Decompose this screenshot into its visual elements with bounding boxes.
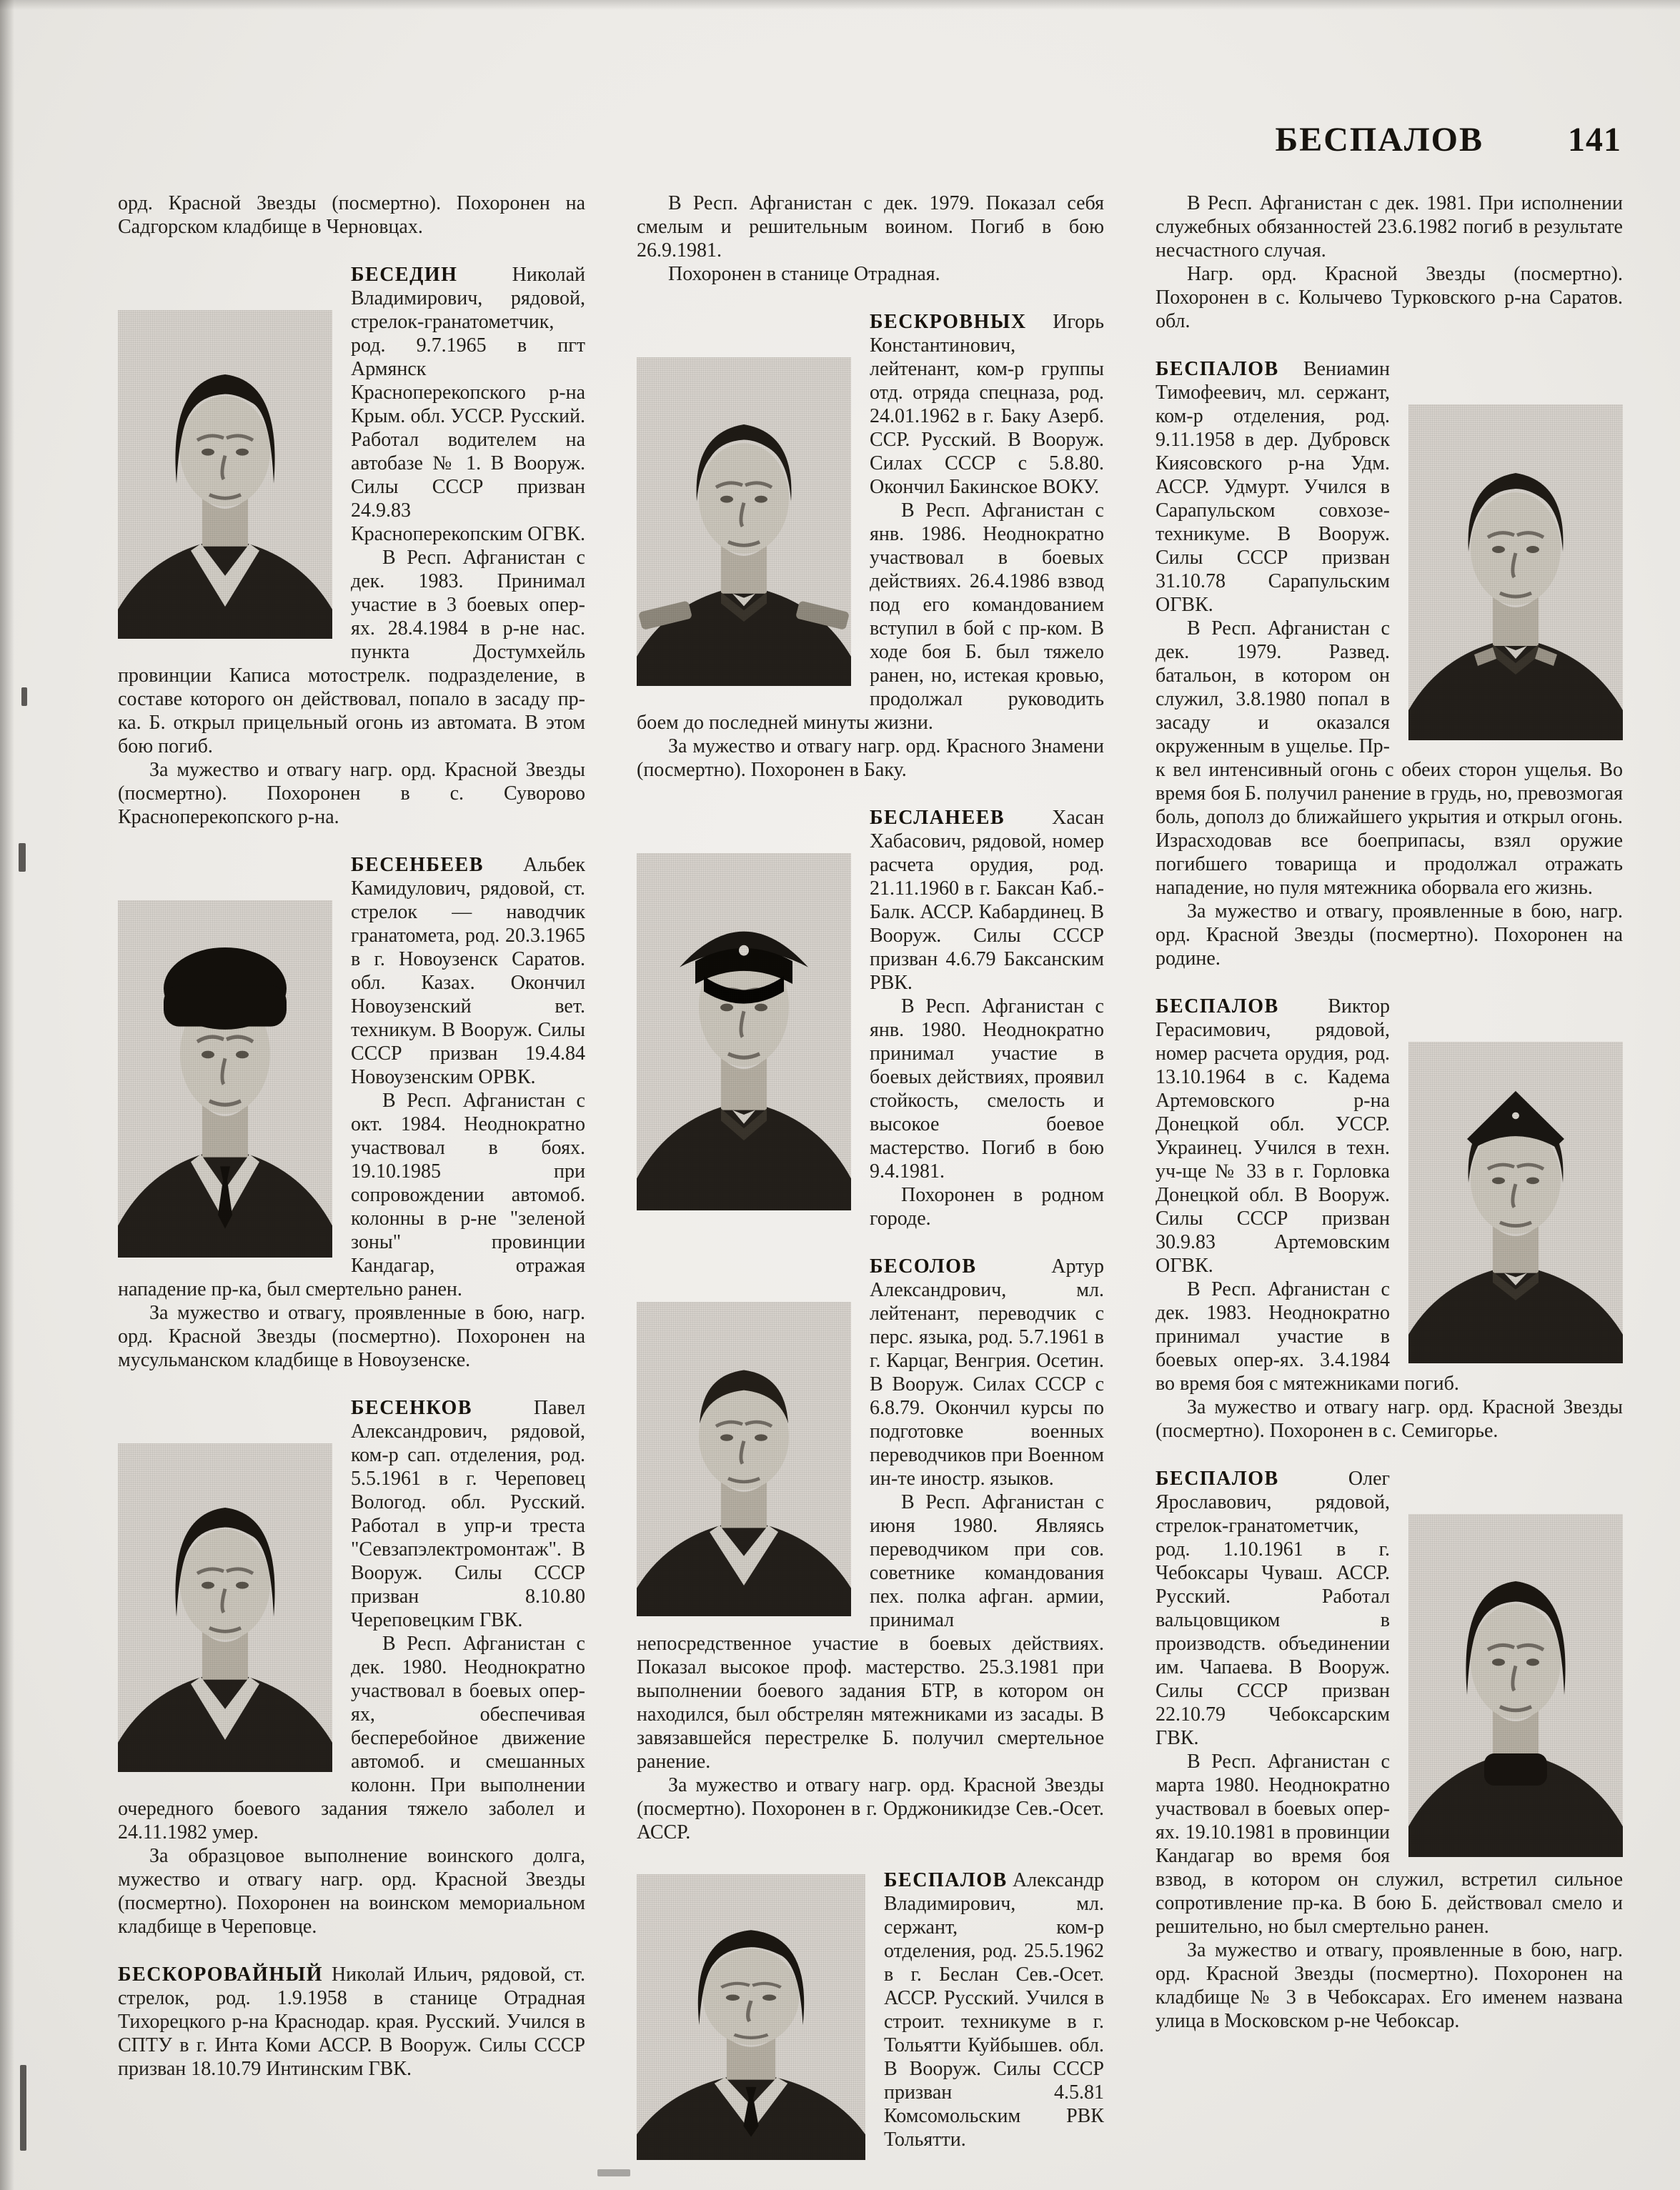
entry-paragraph: За мужество и отвагу, проявленные в бою, нагр. орд. Красной Звезды (посмертно). Похоронен на мусульманском кладбище в Новоузенске.: [118, 1302, 585, 1371]
scan-artifact: [21, 687, 27, 706]
page-header: [118, 120, 1621, 159]
entry-bespalov-veniamin: [1155, 357, 1623, 970]
entry-beskorovayny: [118, 1963, 585, 2081]
portrait-photo-besenbeev: [118, 900, 332, 1258]
entry-paragraph: За мужество и отвагу нагр. орд. Красной Звезды (посмертно). Похоронен в с. Суворово Красноперекопского р-на.: [118, 759, 585, 828]
entry-paragraph: БЕСПАЛОВ Виктор Герасимович, рядовой, номер расчета орудия, род. 13.10.1964 в с. Кадема Артемовского р-на Донецкой обл. УССР. Украинец. Учился в техн. уч-ще № 33 в г. Горловка Донецкой обл. В Вооруж. Силы СССР призван 30.9.83 Артемовским ОГВК.: [1155, 995, 1390, 1277]
entry-surname: БЕСПАЛОВ: [1155, 1468, 1279, 1490]
entry-paragraph: Похоронен в родном городе.: [870, 1184, 1104, 1230]
entry-surname: БЕСПАЛОВ: [1155, 995, 1279, 1017]
entry-surname: БЕСЕНБЕЕВ: [351, 854, 484, 876]
entry-paragraph: За мужество и отвагу нагр. орд. Красной Звезды (посмертно). Похоронен в с. Семигорье.: [1155, 1396, 1623, 1442]
entry-bespalov-oleg: [1155, 1467, 1623, 2033]
entry-paragraph: За мужество и отвагу, проявленные в бою, нагр. орд. Красной Звезды (посмертно). Похоронен на родине.: [1155, 900, 1623, 970]
entry-bespalov-aleksandr: [637, 1868, 1104, 2169]
entry-paragraph: За образцовое выполнение воинского долга, мужество и отвагу нагр. орд. Красной Звезды (посмертно). Похоронен на воинском мемориальном кладбище в Череповце.: [118, 1845, 585, 1938]
portrait-photo-besenkov: [118, 1443, 332, 1772]
column-2: [637, 191, 1104, 2169]
entry-paragraph: БЕСЕНБЕЕВ Альбек Камидулович, рядовой, ст. стрелок — наводчик гранатомета, род. 20.3.1965 в г. Новоузенск Саратов. обл. Казах. Окончил Новоузенский вет. техникум. В Вооруж. Силы СССР призван 19.4.84 Новоузенским ОРВК.: [351, 854, 585, 1088]
portrait-photo-besedin: [118, 310, 332, 639]
entry-paragraph: БЕСЕДИН Николай Владимирович, рядовой, стрелок-гранатометчик, род. 9.7.1965 в пгт Армянск Красноперекопского р-на Крым. обл. УССР. Русский. Работал водителем на автобазе № 1. В Вооруж. Силы СССР призван 24.9.83 Красноперекопским ОГВК.: [351, 264, 585, 545]
continuation-paragraph: В Респ. Афганистан с дек. 1981. При исполнении служебных обязанностей 23.6.1982 погиб в результате несчастного случая.: [1155, 192, 1623, 262]
page-number: 141: [1568, 121, 1621, 159]
entry-beskrovnykh: [637, 310, 1104, 782]
portrait-photo-bespalov-veniamin: [1408, 404, 1623, 740]
entry-surname: БЕСОЛОВ: [870, 1255, 977, 1278]
entry-paragraph: В Респ. Афганистан с дек. 1979. Развед. батальон, в котором он служил, 3.8.1980 попал в засаду и оказался окруженным в ущелье. Пр-к вел интенсивный огонь с обеих сторон ущелья. Во время боя Б. получил ранение в грудь, но, превозмогая боль, дополз до ближайшего укрытия и открыл огонь. Израсходовав все боеприпасы, взял оружие погибшего товарища и продолжал отражать нападение, но пуля мятежника оборвала его жизнь.: [1155, 617, 1623, 899]
entry-paragraph: БЕСЕНКОВ Павел Александрович, рядовой, ком-р сап. отделения, род. 5.5.1961 в г. Череповец Вологод. обл. Русский. Работал в упр-и треста "Севзапэлектромонтаж". В Вооруж. Силы СССР призван 8.10.80 Череповецким ГВК.: [351, 1397, 585, 1631]
entry-surname: БЕСЕНКОВ: [351, 1397, 472, 1419]
portrait-photo-bespalov-aleksandr: [637, 1874, 865, 2160]
entry-surname: БЕСПАЛОВ: [884, 1869, 1008, 1891]
entry-paragraph: За мужество и отвагу нагр. орд. Красной Звезды (посмертно). Похоронен в г. Орджоникидзе Сев.-Осет. АССР.: [637, 1774, 1104, 1843]
scan-edge-shadow: [0, 0, 14, 2190]
entry-besenbeev: [118, 853, 585, 1372]
continuation-paragraph: Похоронен в станице Отрадная.: [668, 263, 940, 285]
header-keyword: БЕСПАЛОВ: [1275, 121, 1483, 159]
entry-paragraph: В Респ. Афганистан с дек. 1983. Принимал участие в 3 боевых опер-ях. 28.4.1984 в р-не нас. пункта Достумхейль провинции Каписа мотострелк. подразделение, в составе которого он действовал, попало в засаду пр-ка. Б. открыл прицельный огонь из автомата. В этом бою погиб.: [118, 547, 585, 757]
scan-artifact: [20, 2065, 26, 2151]
entry-surname: БЕСПАЛОВ: [1155, 358, 1279, 380]
entry-paragraph: За мужество и отвагу нагр. орд. Красного Знамени (посмертно). Похоронен в Баку.: [637, 735, 1104, 781]
entry-paragraph: В Респ. Афганистан с июня 1980. Являясь переводчиком при сов. советнике командования пех. полка афган. армии, принимал непосредственное участие в боевых действиях. Показал высокое проф. мастерство. 25.3.1981 при выполнении боевого задания БТР, в котором он находился, был обстрелян мятежниками из засады. В завязавшейся перестрелке Б. получил смертельное ранение.: [637, 1491, 1104, 1773]
entry-paragraph: В Респ. Афганистан с дек. 1983. Неоднократно принимал участие в боевых опер-ях. 3.4.1984 во время боя с мятежниками погиб.: [1155, 1278, 1459, 1395]
continuation-paragraph: В Респ. Афганистан с дек. 1979. Показал себя смелым и решительным воином. Погиб в бою 26.9.1981.: [637, 192, 1104, 262]
scan-artifact: [597, 2169, 630, 2176]
entry-besolov: [637, 1255, 1104, 1844]
portrait-photo-besolov: [637, 1302, 851, 1616]
column-1: [118, 191, 585, 2169]
entry-paragraph: БЕСЛАНЕЕВ Хасан Хабасович, рядовой, номер расчета орудия, род. 21.11.1960 в г. Баксан Каб.-Балк. АССР. Кабардинец. В Вооруж. Силы СССР призван 4.6.79 Баксанским РВК.: [870, 807, 1104, 994]
entry-surname: БЕСКРОВНЫХ: [870, 311, 1027, 333]
continuation-paragraph: орд. Красной Звезды (посмертно). Похоронен на Садгорском кладбище в Черновцах.: [118, 192, 585, 238]
portrait-photo-bespalov-viktor: [1408, 1042, 1623, 1363]
entry-paragraph: В Респ. Афганистан с янв. 1980. Неоднократно принимал участие в боевых действиях, проявил стойкость, смелость и высокое боевое мастерство. Погиб в бою 9.4.1981.: [870, 995, 1104, 1183]
column-3: [1155, 191, 1623, 2169]
entry-paragraph: БЕСОЛОВ Артур Александрович, мл. лейтенант, переводчик с перс. языка, род. 5.7.1961 в г. Карцаг, Венгрия. Осетин. В Вооруж. Силах СССР с 6.8.79. Окончил курсы по подготовке военных переводчиков при Военном ин-те иностр. языков.: [870, 1255, 1104, 1490]
scan-edge-shadow: [0, 0, 1680, 10]
entry-paragraph: За мужество и отвагу, проявленные в бою, нагр. орд. Красной Звезды (посмертно). Похоронен на кладбище № 3 в Чебоксарах. Его именем названа улица в Московском р-не Чебоксар.: [1155, 1939, 1623, 2032]
entry-paragraph: В Респ. Афганистан с дек. 1980. Неоднократно участвовал в боевых опер-ях, обеспечивая бесперебойное движение автомоб. и смешанных колонн. При выполнении очередного боевого задания тяжело заболел и 24.11.1982 умер.: [118, 1633, 585, 1843]
entry-paragraph: В Респ. Афганистан с окт. 1984. Неоднократно участвовал в боях. 19.10.1985 при сопровождении автомоб. колонны в р-не "зеленой зоны" провинции Кандагар, отражая нападение пр-ка, был смертельно ранен.: [118, 1090, 585, 1300]
portrait-photo-beskrovnykh: [637, 357, 851, 686]
entry-besenkov: [118, 1396, 585, 1938]
entry-surname: БЕСЕДИН: [351, 264, 458, 286]
entry-bespalov-viktor: [1155, 995, 1623, 1443]
entry-paragraph: В Респ. Афганистан с янв. 1986. Неоднократно участвовал в боевых действиях. 26.4.1986 взвод под его командованием вступил в бой с пр-ком. В ходе боя Б. был тяжело ранен, но, истекая кровью, продолжал руководить боем до последней минуты жизни.: [637, 499, 1104, 734]
entry-paragraph: БЕСКОРОВАЙНЫЙ Николай Ильич, рядовой, ст. стрелок, род. 1.9.1958 в станице Отрадная Тихорецкого р-на Краснодар. края. Русский. Учился в СПТУ в г. Инта Коми АССР. В Вооруж. Силы СССР призван 18.10.79 Интинским ГВК.: [118, 1963, 585, 2080]
entry-paragraph: В Респ. Афганистан с марта 1980. Неоднократно участвовал в боевых опер-ях. 19.10.1981 в провинции Кандагар во время боя взвод, в котором он служил, встретил сильное сопротивление пр-ка. В бою Б. действовал смело и решительно, но был смертельно ранен.: [1155, 1751, 1623, 1938]
entry-paragraph: БЕСПАЛОВ Олег Ярославович, рядовой, стрелок-гранатометчик, род. 1.10.1961 в г. Чебоксары Чуваш. АССР. Русский. Работал вальцовщиком в производств. объединении им. Чапаева. В Вооруж. Силы СССР призван 22.10.79 Чебоксарским ГВК.: [1155, 1468, 1390, 1749]
scan-artifact: [19, 843, 26, 872]
text-columns: [118, 191, 1623, 2169]
entry-paragraph: БЕСПАЛОВ Александр Владимирович, мл. сержант, ком-р отделения, род. 25.5.1962 в г. Беслан Сев.-Осет. АССР. Русский. Учился в строит. техникуме в г. Тольятти Куйбышев. обл. В Вооруж. Силы СССР призван 4.5.81 Комсомольским РВК Тольятти.: [884, 1869, 1104, 2151]
entry-beslaneev: [637, 806, 1104, 1230]
entry-surname: БЕСКОРОВАЙНЫЙ: [118, 1963, 323, 1986]
entry-paragraph: БЕСКРОВНЫХ Игорь Константинович, лейтенант, ком-р группы отд. отряда спецназа, род. 24.01.1962 в г. Баку Азерб. ССР. Русский. В Вооруж. Силах СССР с 5.8.80. Окончил Бакинское ВОКУ.: [870, 311, 1104, 498]
portrait-photo-bespalov-oleg: [1408, 1514, 1623, 1857]
entry-surname: БЕСЛАНЕЕВ: [870, 807, 1005, 829]
continuation-paragraph: Нагр. орд. Красной Звезды (посмертно). Похоронен в с. Колычево Турковского р-на Саратов. обл.: [1155, 263, 1623, 332]
entry-paragraph: БЕСПАЛОВ Вениамин Тимофеевич, мл. сержант, ком-р отделения, род. 9.11.1958 в дер. Дубровск Киясовского р-на Удм. АССР. Удмурт. Учился в Сарапульском совхозе-техникуме. В Вооруж. Силы СССР призван 31.10.78 Сарапульским ОГВК.: [1155, 358, 1390, 616]
portrait-photo-beslaneev: [637, 853, 851, 1210]
entry-besedin: [118, 263, 585, 829]
